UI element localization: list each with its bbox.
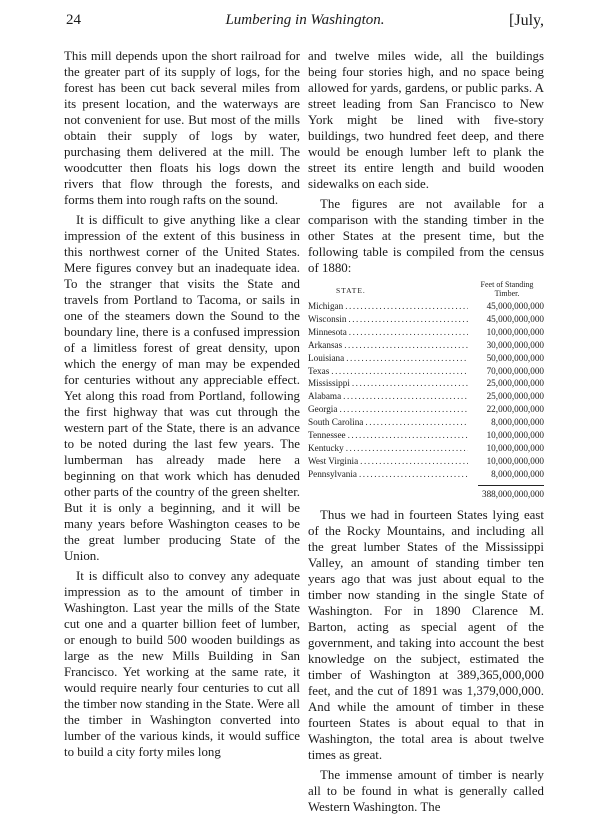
feet-value: 10,000,000,000 [486,455,544,466]
leader-dots [352,377,468,390]
leader-dots [346,442,468,455]
feet-value: 10,000,000,000 [486,326,544,337]
state-name: South Carolina [308,417,364,428]
paragraph-census-intro: The figures are not available for a comparison with the standing timber in the other States at the present time, but the following table is compiled from the census of 1880: [308,197,544,275]
leader-dots [345,300,468,313]
state-name: Minnesota [308,326,347,337]
state-name: Wisconsin [308,313,347,324]
table-row [308,300,544,313]
feet-value: 8,000,000,000 [491,468,544,479]
state-name: Pennsylvania [308,468,357,479]
state-name: Texas [308,365,330,376]
running-head [66,12,544,34]
state-name: Mississippi [308,378,350,389]
leader-dots [344,339,468,352]
table-body [308,300,544,481]
state-name: Louisiana [308,352,345,363]
leader-dots [348,313,468,326]
leader-dots [365,416,468,429]
feet-value: 45,000,000,000 [486,313,544,324]
feet-value: 8,000,000,000 [491,417,544,428]
leader-dots [360,455,468,468]
running-title: Lumbering in Washington. [225,12,385,28]
leader-dots [349,326,468,339]
feet-value: 50,000,000,000 [486,352,544,363]
table-row [308,455,544,468]
timber-table [308,280,544,501]
state-name: West Virginia [308,455,359,466]
right-column [308,48,544,815]
table-row [308,352,544,365]
left-column [64,48,300,760]
table-row [308,365,544,378]
feet-value: 10,000,000,000 [486,442,544,453]
table-row [308,442,544,455]
total-rule [478,485,544,486]
state-name: Kentucky [308,442,344,453]
state-name: Georgia [308,404,338,415]
table-row [308,468,544,481]
leader-dots [339,403,468,416]
feet-value: 25,000,000,000 [486,391,544,402]
state-name: Alabama [308,391,342,402]
feet-value: 45,000,000,000 [486,301,544,311]
state-name: Michigan [308,301,344,311]
paragraph-comparison: Thus we had in fourteen States lying east of the Rocky Mountains, and including all the great lumber States of the Mississippi Valley, an amount of standing timber ten years ago that was just about equal to the timber now standing in the single State of Washington. For in 1890 Clarence M. Barton, acting as special agent of the government, and taking into account the best knowledge on the subject, estimated the timber of Washington at 389,365,000,000 feet, and the cut of 1891 was 1,379,000,000. And while the amount of timber in these fourteen States is about equal to that in Washington, the total area is about twelve times as great. [308,507,544,762]
feet-value: 70,000,000,000 [486,365,544,376]
leader-dots [359,468,468,481]
feet-value: 30,000,000,000 [486,339,544,350]
table-row [308,326,544,339]
paragraph-amount: It is difficult also to convey any adequate impression as to the amount of timber in Washington. Last year the mills of the State cut one and a quarter billion feet of lumber, or enough to build 500 wooden buildings as large as the new Mills Building in San Francisco. Yet working at the same rate, it would require nearly four centuries to cut all the timber now standing in the State. Were all the timber in Washington converted into lumber of the various kinds, it would suffice to build a city forty miles long [64,569,300,759]
table-row [308,377,544,390]
feet-column-header: Feet of Standing Timber. [480,280,534,298]
table-row [308,390,544,403]
state-name: Tennessee [308,430,346,441]
paragraph-western-washington: The immense amount of timber is nearly all to be found in what is generally called Western Washington. The [308,767,544,814]
state-column-header: STATE. [336,286,366,296]
paragraph-mill-supply: This mill depends upon the short railroad for the greater part of its supply of logs, for the forest has been cut back several miles from its present location, and the waterways are not convenient for use. But most of the mills obtain their supply of logs by water, purchasing them delivered at the mill. The woodcutter then floats his logs down the rivers that flow through the forests, and forms them into rough rafts on the sound. [64,49,300,207]
leader-dots [331,365,468,378]
table-row [308,429,544,442]
leader-dots [346,352,468,365]
feet-value: 10,000,000,000 [486,430,544,441]
table-row [308,313,544,326]
feet-value: 22,000,000,000 [486,404,544,415]
leader-dots [348,429,468,442]
paragraph-extent: It is difficult to give anything like a clear impression of the extent of this business in this northwest corner of the United States. Mere figures convey but an inadequate idea. To the stranger that visits the State and travels from Portland to Tacoma, or sails in one of the steamers down the Sound to the boundary line, there is a confused impression of a limitless forest of great density, upon which the energy of man may be expended for centuries without any appreciable effect. Yet along this road from Portland, following the first highway that was cut through the western part of the State, there is an advance to be noted during the last few years. The lumberman has already made here a beginning on that work which has denuded other parts of the country of the green shelter. But it is only a beginning, and it will be many years before Washington ceases to be the great lumber producing State of the Union. [64,213,300,563]
table-header [308,280,544,298]
issue-month: [July, [509,12,544,29]
paragraph-city-comparison: and twelve miles wide, all the buildings being four stories high, and no space being allowed for yards, gardens, or public parks. A street leading from San Francisco to New York might be lined with five-story buildings, two hundred feet deep, and there would be enough lumber left to plank the street its entire length and build wooden sidewalks on each side. [308,49,544,191]
feet-value: 25,000,000,000 [486,378,544,389]
table-row [308,403,544,416]
page-number: 24 [66,12,81,28]
state-name: Arkansas [308,339,343,350]
table-row [308,339,544,352]
leader-dots [343,390,468,403]
table-total: 388,000,000,000 [481,488,544,499]
table-row [308,416,544,429]
